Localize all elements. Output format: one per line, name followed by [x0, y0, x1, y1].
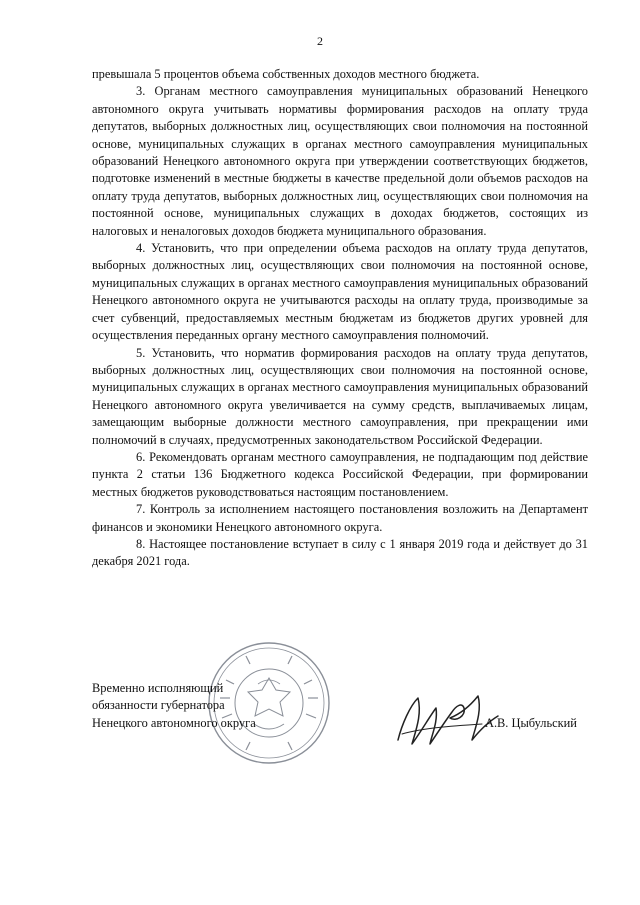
signer-position-line-1: Временно исполняющий — [92, 681, 224, 695]
page-number: 2 — [317, 34, 323, 48]
signer-position-line-2: обязанности губернатора — [92, 698, 225, 713]
signer-position-line-3: Ненецкого автономного округа — [92, 715, 256, 730]
paragraph-7: 7. Контроль за исполнением настоящего постановления возложить на Департамент финансов и экономики Ненецкого автономного округа. — [92, 502, 588, 534]
signature-block — [92, 680, 256, 732]
paragraph-6: 6. Рекомендовать органам местного самоуправления, не подпадающим под действие пункта 2 статьи 136 Бюджетного кодекса Российской Федерации, при формировании местных бюджетов руководствоваться настоящим постановлением. — [92, 449, 588, 499]
signer-name: А.В. Цыбульский — [485, 716, 577, 730]
document-body — [92, 66, 588, 571]
paragraph-4: 4. Установить, что при определении объема расходов на оплату труда депутатов, выборных должностных лиц, осуществляющих свои полномочия на постоянной основе, муниципальных служащих в органах местного самоуправления муниципальных образований Ненецкого автономного округа не учитываются расходы на оплату труда, производимые за счет субвенций, предоставляемых местным бюджетам из бюджетов других уровней для осуществления переданных органу местного самоуправления полномочий. — [92, 241, 588, 343]
paragraph-3: 3. Органам местного самоуправления муниципальных образований Ненецкого автономного округа учитывать нормативы формирования расходов на оплату труда депутатов, выборных должностных лиц, осуществляющих свои полномочия на постоянной основе, муниципальных служащих в органах местного самоуправления муниципальных образований Ненецкого автономного округа при утверждении соответствующих бюджетов, подготовке изменений в местные бюджеты в качестве предельной доли объемов расходов на оплату труда депутатов, выборных должностных лиц, осуществляющих свои полномочия на постоянной основе, муниципальных служащих в доходах бюджетов, состоящих из налоговых и неналоговых доходов бюджета муниципального образования. — [92, 84, 588, 238]
paragraph-5: 5. Установить, что норматив формирования расходов на оплату труда депутатов, выборных должностных лиц, осуществляющих свои полномочия на постоянной основе, муниципальных служащих в органах местного самоуправления муниципальных образований Ненецкого автономного округа увеличивается на сумму средств, выплачиваемых лицам, замещающим выборные должности местного самоуправления, при прекращении ими полномочий в случаях, предусмотренных законодательством Российской Федерации. — [92, 345, 588, 447]
paragraph-continuation: превышала 5 процентов объема собственных доходов местного бюджета. — [92, 67, 480, 81]
paragraph-8: 8. Настоящее постановление вступает в силу с 1 января 2019 года и действует до 31 декабря 2021 года. — [92, 536, 588, 569]
